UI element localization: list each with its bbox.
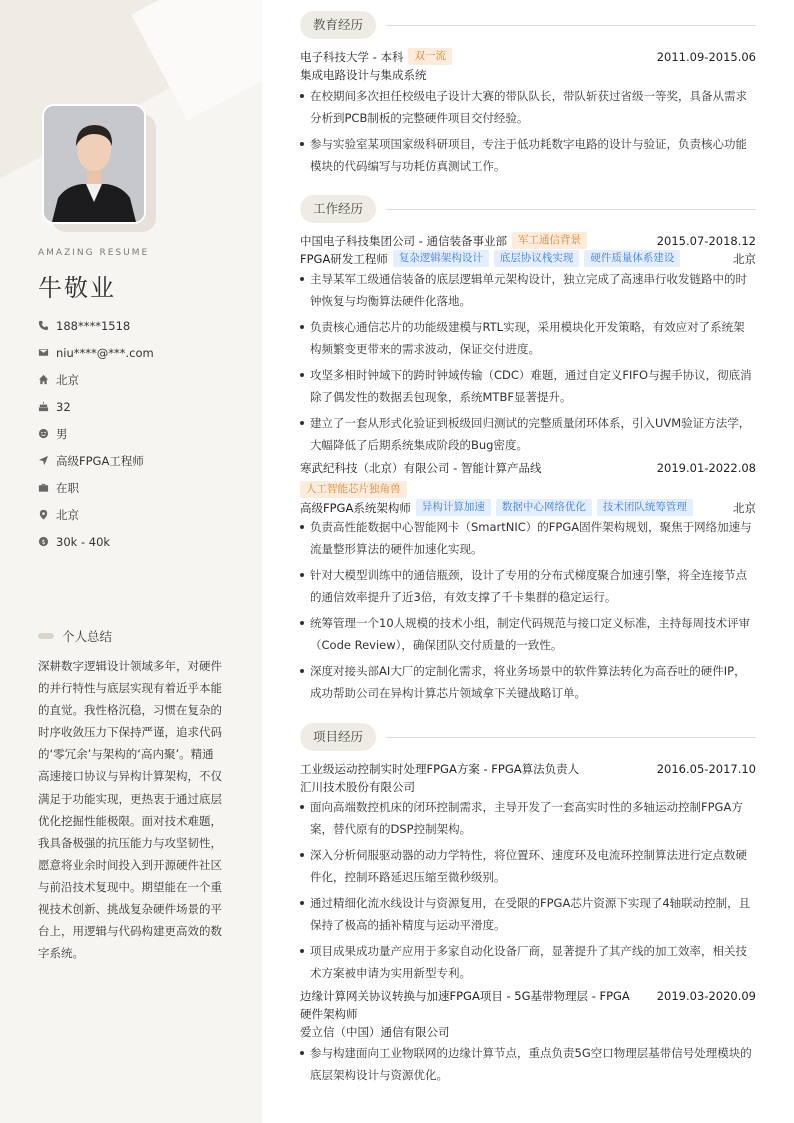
gender-icon — [38, 427, 56, 441]
info-text: 高级FPGA工程师 — [56, 453, 144, 468]
job-date: 2015.07-2018.12 — [656, 233, 756, 248]
info-position — [38, 447, 154, 474]
job-position-row — [300, 499, 756, 516]
list-item: 建立了一套从形式化验证到板级回归测试的完整质量闭环体系，引入UVM验证方法学，大幅降低了后期系统集成阶段的Bug密度。 — [300, 412, 756, 456]
skill-tag: 数据中心网络优化 — [496, 499, 592, 516]
cake-icon — [38, 400, 56, 414]
project-bullets — [300, 796, 756, 988]
education-bullets — [300, 85, 756, 181]
info-text: 北京 — [56, 372, 79, 387]
job-bullets — [300, 516, 756, 708]
project-header — [300, 988, 756, 1004]
company-name: 中国电子科技集团公司 - 通信装备事业部 — [300, 233, 507, 248]
info-text: 30k - 40k — [56, 534, 111, 549]
project-header — [300, 761, 756, 777]
info-email — [38, 339, 154, 366]
list-item: 深度对接头部AI大厂的定制化需求，将业务场景中的软件算法转化为高吞吐的硬件IP，成功帮助公司在异构计算芯片领域拿下关键战略订单。 — [300, 660, 756, 704]
section-divider — [386, 25, 756, 26]
info-text: niu****@***.com — [56, 345, 154, 360]
skill-tag: 底层协议栈实现 — [494, 250, 580, 267]
info-status — [38, 474, 154, 501]
company-name: 寒武纪科技（北京）有限公司 - 智能计算产品线 — [300, 461, 542, 475]
briefcase-icon — [38, 481, 56, 495]
candidate-name: 牛敬业 — [38, 274, 116, 302]
info-text: 188****1518 — [56, 318, 131, 333]
project-name-continued: 硬件架构师 — [300, 1007, 358, 1021]
skill-tag: 硬件质量体系建设 — [584, 250, 680, 267]
education-header — [300, 48, 756, 65]
project-date: 2016.05-2017.10 — [656, 762, 756, 776]
job-header — [300, 232, 756, 249]
education-date: 2011.09-2015.06 — [656, 49, 756, 64]
section-work — [300, 195, 756, 223]
job-position: FPGA研发工程师 — [300, 251, 388, 266]
info-target-city — [38, 501, 154, 528]
section-title: 工作经历 — [300, 195, 376, 223]
project-name: 边缘计算网关协议转换与加速FPGA项目 - 5G基带物理层 - FPGA — [300, 989, 630, 1003]
phone-icon — [38, 319, 56, 333]
section-divider — [386, 737, 756, 738]
list-item: 负责高性能数据中心智能网卡（SmartNIC）的FPGA固件架构规划，聚焦于网络加速与流量整形算法的硬件加速化实现。 — [300, 516, 756, 560]
home-icon — [38, 373, 56, 387]
school-name: 电子科技大学 - 本科 — [300, 49, 404, 64]
list-item: 深入分析伺服驱动器的动力学特性，将位置环、速度环及电流环控制算法进行定点数硬件化，控制环路延迟压缩至微秒级别。 — [300, 844, 756, 888]
svg-text:$: $ — [41, 537, 46, 546]
info-salary — [38, 528, 154, 555]
list-item: 面向高端数控机床的闭环控制需求，主导开发了一套高实时性的多轴运动控制FPGA方案，替代原有的DSP控制架构。 — [300, 796, 756, 840]
school-tag: 双一流 — [408, 48, 452, 65]
summary-heading — [38, 627, 112, 645]
info-phone — [38, 312, 154, 339]
list-item: 针对大模型训练中的通信瓶颈，设计了专用的分布式梯度聚合加速引擎，将全连接节点的通信效率提升了近3倍，有效支撑了千卡集群的稳定运行。 — [300, 564, 756, 608]
info-city — [38, 366, 154, 393]
project-company: 爱立信（中国）通信有限公司 — [300, 1025, 450, 1039]
avatar-photo — [42, 104, 146, 224]
job-city: 北京 — [733, 500, 756, 515]
avatar — [42, 104, 142, 220]
mail-icon — [38, 346, 56, 360]
info-text: 在职 — [56, 480, 79, 495]
info-text: 北京 — [56, 507, 79, 522]
list-item: 通过精细化流水线设计与资源复用，在受限的FPGA芯片资源下实现了4轴联动控制，且保持了极高的插补精度与运动平滑度。 — [300, 892, 756, 936]
company-tag: 军工通信背景 — [512, 232, 587, 249]
section-projects — [300, 723, 756, 751]
list-item: 参与构建面向工业物联网的边缘计算节点，重点负责5G空口物理层基带信号处理模块的底层架构设计与资源优化。 — [300, 1042, 756, 1086]
resume-subtitle: AMAZING RESUME — [38, 248, 150, 258]
sidebar — [0, 0, 262, 1123]
job-header — [300, 460, 756, 476]
list-item: 参与实验室某项国家级科研项目，专注于低功耗数字电路的设计与验证，负责核心功能模块的代码编写与功耗仿真测试工作。 — [300, 133, 756, 177]
skill-tag: 异构计算加速 — [416, 499, 491, 516]
send-icon — [38, 454, 56, 468]
list-item: 项目成果成功量产应用于多家自动化设备厂商，显著提升了其产线的加工效率，相关技术方案被申请为实用新型专利。 — [300, 940, 756, 984]
list-item: 在校期间多次担任校级电子设计大赛的带队队长，带队斩获过省级一等奖，具备从需求分析到PCB制板的完整硬件项目交付经验。 — [300, 85, 756, 129]
job-date: 2019.01-2022.08 — [656, 461, 756, 475]
project-name: 工业级运动控制实时处理FPGA方案 - FPGA算法负责人 — [300, 762, 580, 776]
job-position-row — [300, 250, 756, 267]
education-major: 集成电路设计与集成系统 — [300, 68, 427, 82]
info-text: 男 — [56, 426, 68, 441]
job-bullets — [300, 268, 756, 460]
list-item: 主导某军工级通信装备的底层逻辑单元架构设计，独立完成了高速串行收发链路中的时钟恢复与均衡算法硬件化落地。 — [300, 268, 756, 312]
info-text: 32 — [56, 399, 71, 414]
personal-info-list — [38, 312, 154, 555]
job-position: 高级FPGA系统架构师 — [300, 500, 411, 515]
heading-bar-icon — [38, 633, 54, 639]
summary-title: 个人总结 — [62, 629, 113, 644]
project-bullets — [300, 1042, 756, 1090]
list-item: 统筹管理一个10人规模的技术小组，制定代码规范与接口定义标准，主持每周技术评审（Code Review），确保团队交付质量的一致性。 — [300, 612, 756, 656]
company-tag: 人工智能芯片独角兽 — [300, 481, 407, 498]
section-title: 项目经历 — [300, 723, 376, 751]
list-item: 攻坚多相时钟域下的跨时钟域传输（CDC）难题，通过自定义FIFO与握手协议，彻底消除了偶发性的数据丢包现象，系统MTBF显著提升。 — [300, 364, 756, 408]
job-city: 北京 — [733, 251, 756, 266]
salary-icon — [38, 535, 56, 549]
person-portrait-icon — [44, 106, 144, 222]
skill-tag: 技术团队统筹管理 — [597, 499, 693, 516]
info-age — [38, 393, 154, 420]
section-education — [300, 11, 756, 39]
section-title: 教育经历 — [300, 11, 376, 39]
company-tag-row — [300, 481, 756, 498]
project-company: 汇川技术股份有限公司 — [300, 780, 415, 794]
location-icon — [38, 508, 56, 522]
section-divider — [386, 209, 756, 210]
list-item: 负责核心通信芯片的功能级建模与RTL实现，采用模块化开发策略，有效应对了系统架构频繁变更带来的需求波动，保证交付进度。 — [300, 316, 756, 360]
summary-text: 深耕数字逻辑设计领域多年，对硬件的并行特性与底层实现有着近乎本能的直觉。我性格沉稳，习惯在复杂的时序收敛压力下保持严谨，追求代码的‘零冗余’与架构的‘高内聚’。精通高速接口协议与异构计算架构，不仅满足于功能实现，更热衷于通过底层优化挖掘性能极限。面对技术难题，我具备极强的抗压能力与攻坚韧性，愿意将业余时间投入到开源硬件社区与前沿技术复现中。期望能在一个重视技术创新、挑战复杂硬件场景的平台上，用逻辑与代码构建更高效的数字系统。 — [38, 659, 222, 961]
skill-tag: 复杂逻辑架构设计 — [393, 250, 489, 267]
project-date: 2019.03-2020.09 — [656, 989, 756, 1003]
info-gender — [38, 420, 154, 447]
